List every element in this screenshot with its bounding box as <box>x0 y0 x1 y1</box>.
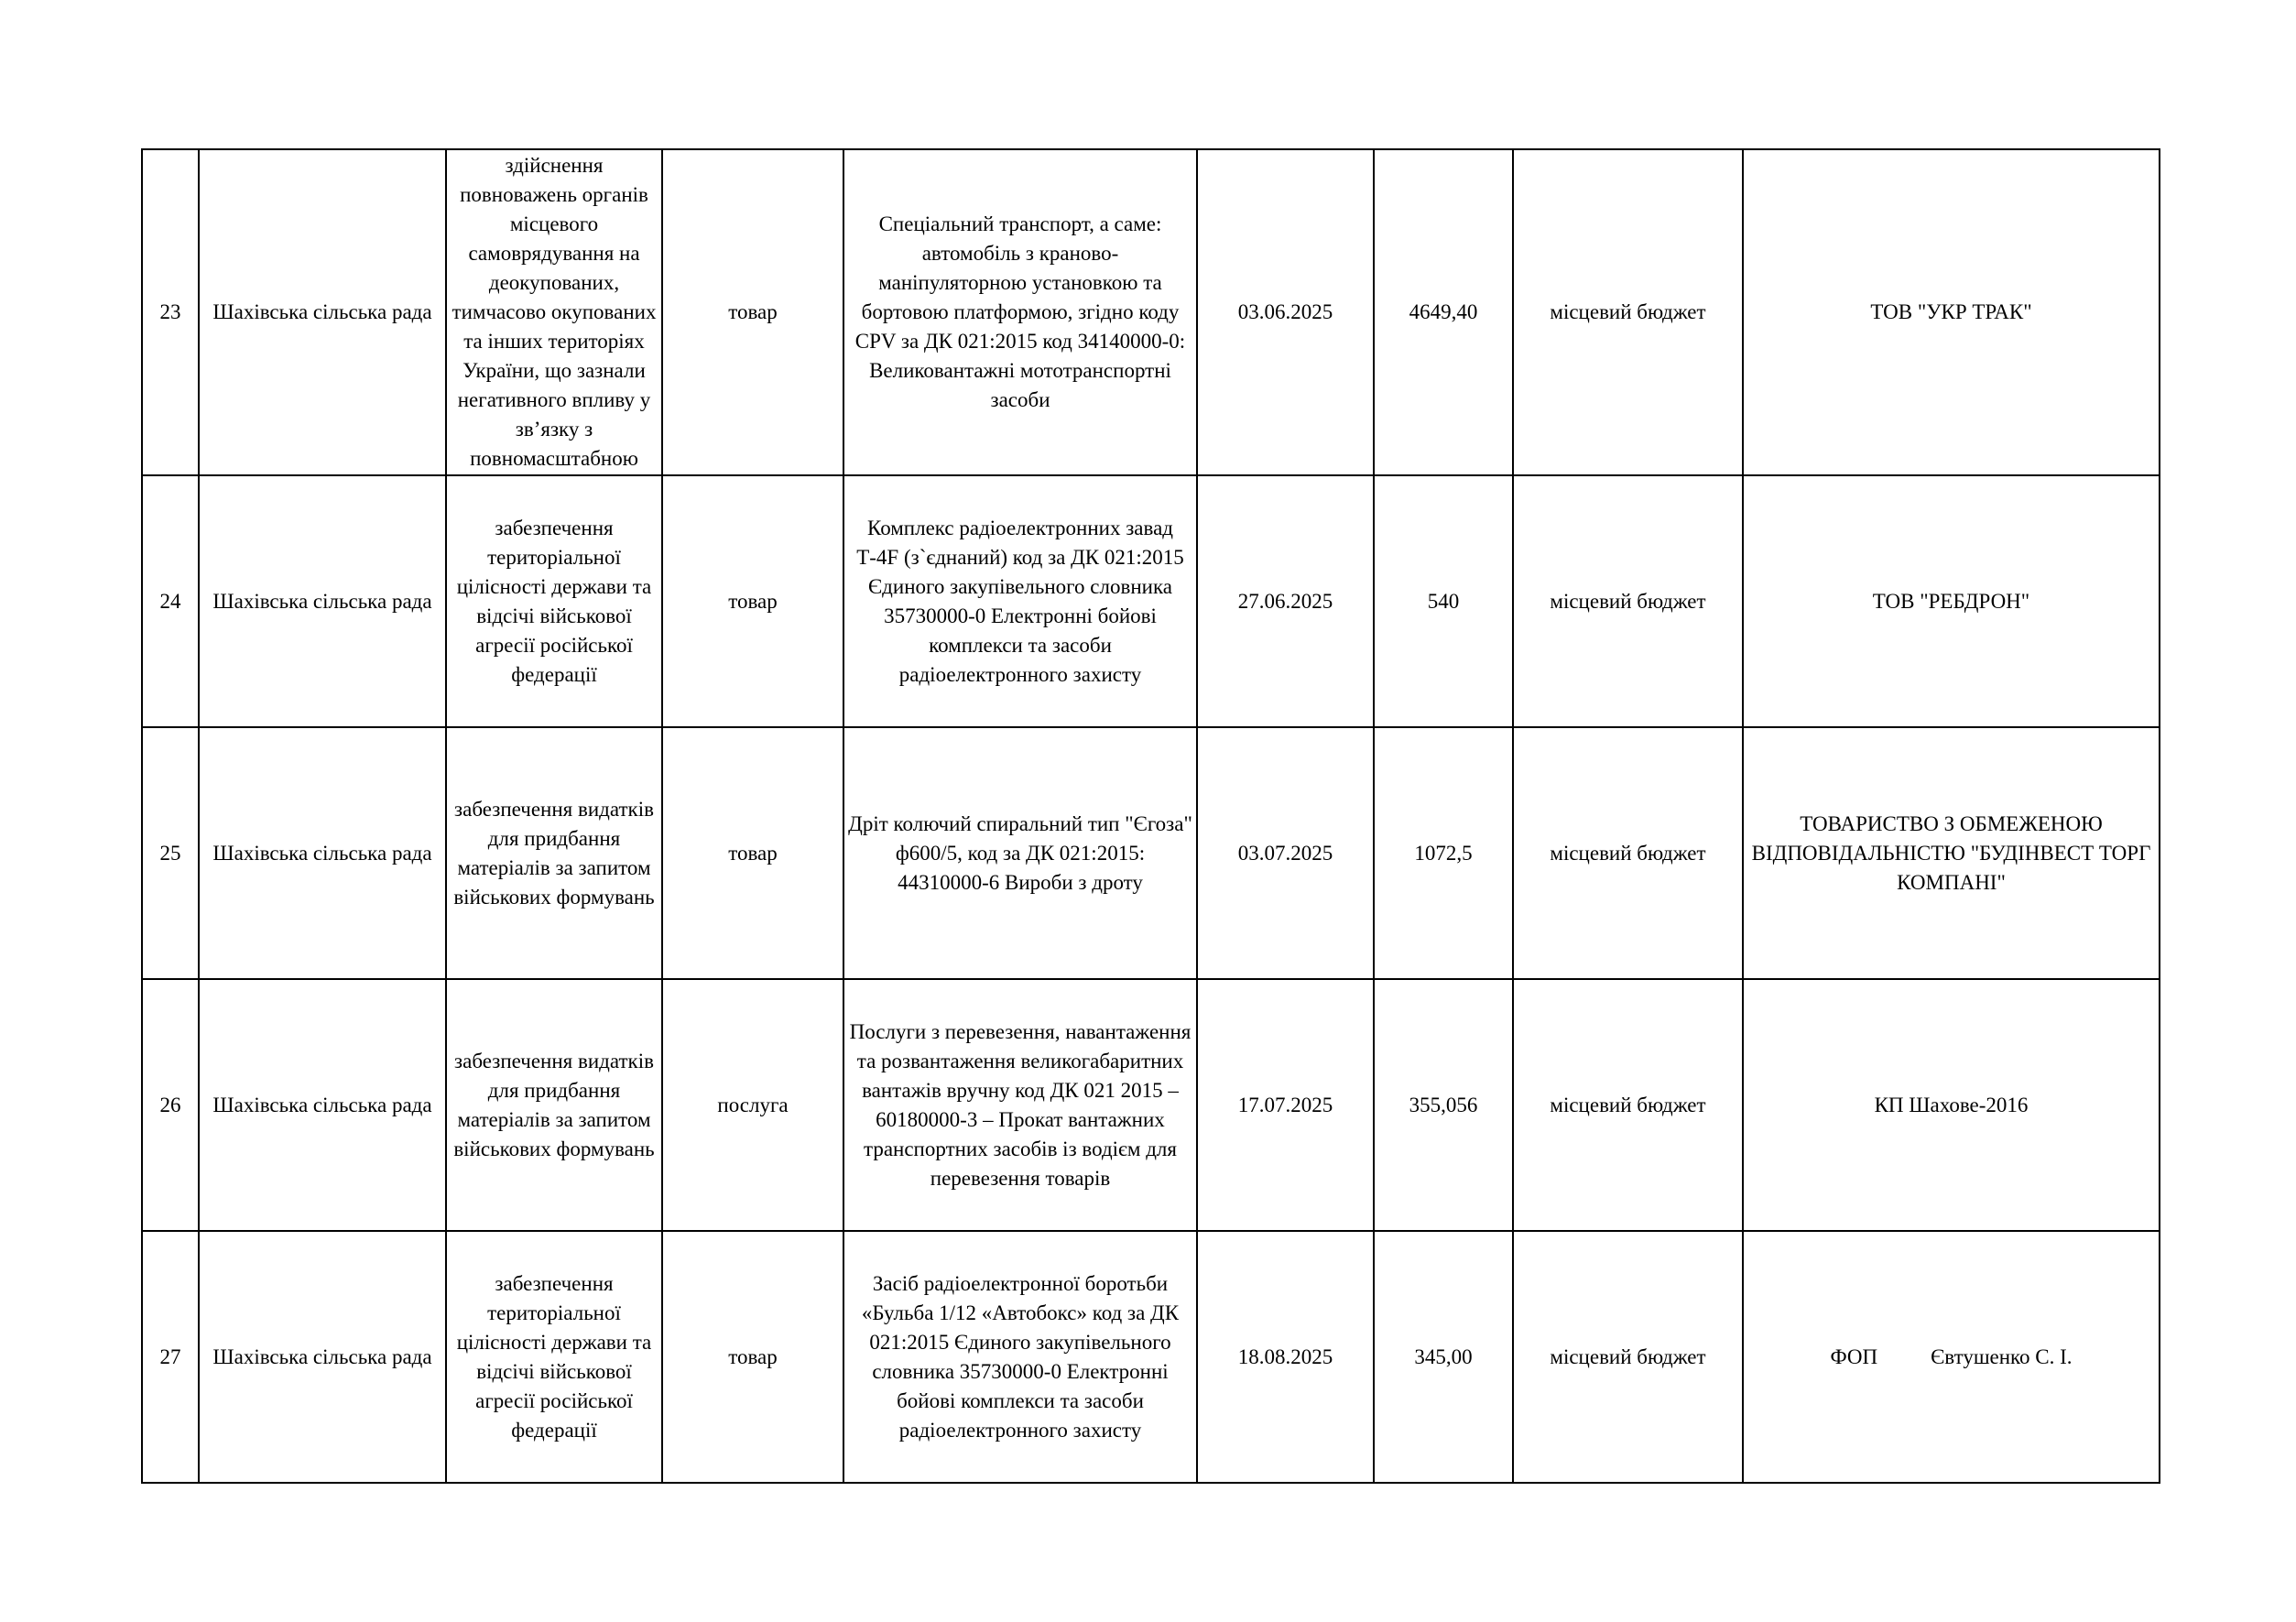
cell-type: послуга <box>662 979 843 1231</box>
purpose-text: здійснення повноважень органів місцевого самоврядування на деокупованих, тимчасово окупованих та інших територіях України, що зазнали негативного впливу у зв’язку з повномасштабною <box>452 154 657 470</box>
cell-purpose <box>446 149 662 475</box>
cell-date: 17.07.2025 <box>1197 979 1374 1231</box>
cell-source: місцевий бюджет <box>1513 1231 1743 1483</box>
cell-purpose: забезпечення видатків для придбання матеріалів за запитом військових формувань <box>446 979 662 1231</box>
table-row <box>142 979 2160 1231</box>
cell-subject: Комплекс радіоелектронних завад Т-4F (з`єднаний) код за ДК 021:2015 Єдиного закупівельного словника 35730000-0 Електронні бойові комплекси та засоби радіоелектронного захисту <box>843 475 1197 727</box>
table-row <box>142 475 2160 727</box>
cell-date: 18.08.2025 <box>1197 1231 1374 1483</box>
cell-customer: Шахівська сільська рада <box>199 1231 446 1483</box>
cell-purpose: забезпечення територіальної цілісності держави та відсічі військової агресії російської федерації <box>446 1231 662 1483</box>
cell-date: 27.06.2025 <box>1197 475 1374 727</box>
cell-subject: Послуги з перевезення, навантаження та розвантаження великогабаритних вантажів вручну код ДК 021 2015 – 60180000-3 – Прокат вантажних транспортних засобів із водієм для перевезення товарів <box>843 979 1197 1231</box>
cell-subject: Засіб радіоелектронної боротьби «Бульба 1/12 «Автобокс» код за ДК 021:2015 Єдиного закупівельного словника 35730000-0 Електронні бойові комплекси та засоби радіоелектронного захисту <box>843 1231 1197 1483</box>
cell-purpose: забезпечення видатків для придбання матеріалів за запитом військових формувань <box>446 727 662 979</box>
table-row <box>142 149 2160 475</box>
cell-type: товар <box>662 727 843 979</box>
cell-source: місцевий бюджет <box>1513 727 1743 979</box>
cell-date: 03.06.2025 <box>1197 149 1374 475</box>
cell-amount: 540 <box>1374 475 1513 727</box>
procurement-table <box>141 148 2160 1484</box>
cell-customer: Шахівська сільська рада <box>199 727 446 979</box>
cell-number: 24 <box>142 475 199 727</box>
cell-supplier: ТОВАРИСТВО З ОБМЕЖЕНОЮ ВІДПОВІДАЛЬНІСТЮ "БУДІНВЕСТ ТОРГ КОМПАНІ" <box>1743 727 2160 979</box>
cell-type: товар <box>662 1231 843 1483</box>
cell-supplier: КП Шахове-2016 <box>1743 979 2160 1231</box>
cell-number: 26 <box>142 979 199 1231</box>
cell-supplier <box>1743 1231 2160 1483</box>
supplier-name: Євтушенко С. І. <box>1931 1344 2073 1368</box>
cell-number: 23 <box>142 149 199 475</box>
cell-subject: Дріт колючий спиральний тип "Єгоза" ф600/5, код за ДК 021:2015: 44310000-6 Вироби з дроту <box>843 727 1197 979</box>
cell-supplier: ТОВ "УКР ТРАК" <box>1743 149 2160 475</box>
cell-amount: 4649,40 <box>1374 149 1513 475</box>
cell-supplier: ТОВ "РЕБДРОН" <box>1743 475 2160 727</box>
cell-amount: 1072,5 <box>1374 727 1513 979</box>
cell-source: місцевий бюджет <box>1513 475 1743 727</box>
cell-number: 27 <box>142 1231 199 1483</box>
table-row <box>142 727 2160 979</box>
supplier-type: ФОП <box>1830 1344 1878 1368</box>
table-row <box>142 1231 2160 1483</box>
cell-source: місцевий бюджет <box>1513 979 1743 1231</box>
cell-type: товар <box>662 475 843 727</box>
cell-customer: Шахівська сільська рада <box>199 149 446 475</box>
cell-purpose: забезпечення територіальної цілісності держави та відсічі військової агресії російської федерації <box>446 475 662 727</box>
cell-source: місцевий бюджет <box>1513 149 1743 475</box>
cell-number: 25 <box>142 727 199 979</box>
cell-amount: 355,056 <box>1374 979 1513 1231</box>
cell-customer: Шахівська сільська рада <box>199 979 446 1231</box>
cell-date: 03.07.2025 <box>1197 727 1374 979</box>
cell-subject: Спеціальний транспорт, а саме: автомобіль з краново-маніпуляторною установкою та бортовою платформою, згідно коду CPV за ДК 021:2015 код 34140000-0: Великовантажні мототранспортні засоби <box>843 149 1197 475</box>
cell-type: товар <box>662 149 843 475</box>
cell-amount: 345,00 <box>1374 1231 1513 1483</box>
cell-customer: Шахівська сільська рада <box>199 475 446 727</box>
